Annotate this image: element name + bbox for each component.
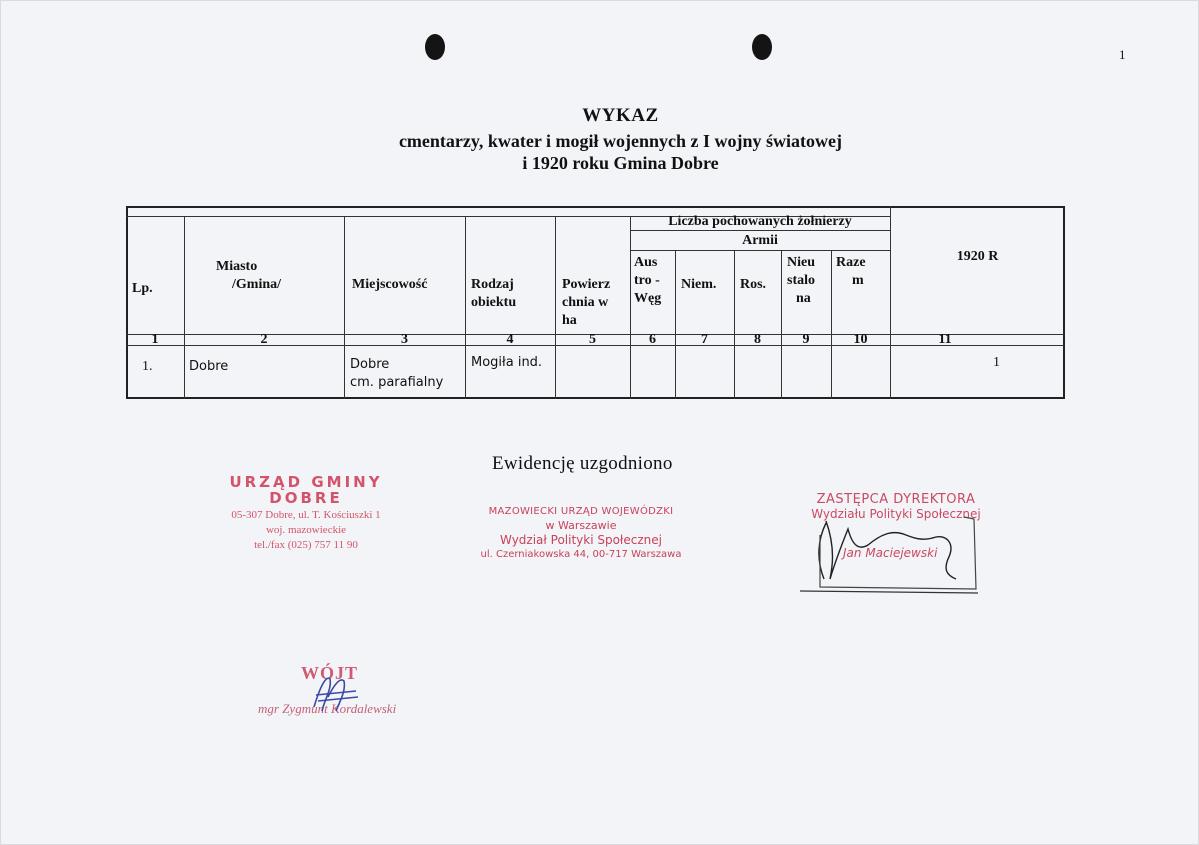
col-number: 11 [938,332,952,347]
header-nieustalona-3: na [796,291,811,306]
header-gmina: /Gmina/ [232,277,282,292]
stamp-line: tel./fax (025) 757 11 90 [254,539,358,551]
header-powierzchnia-3: ha [562,313,577,328]
header-liczba: Liczba pochowanych żołnierzy [668,214,852,229]
stamp-line: DOBRE [269,489,343,507]
stamp-line: Wydziału Polityki Społecznej [811,507,981,521]
col-number: 6 [649,332,656,347]
document-subtitle-line1: cmentarzy, kwater i mogił wojennych z I wojny światowej [398,131,843,151]
header-nieustalona-2: stalo [787,273,815,288]
wojt-stamp-name: mgr Zygmunt Kordalewski [258,701,397,716]
row-lp: 1. [142,359,153,374]
header-rodzaj: Rodzaj [471,277,514,292]
header-powierzchnia: Powierz [562,277,611,292]
stamp-line: ul. Czerniakowska 44, 00-717 Warszawa [480,549,682,560]
signature-wojt-icon [306,667,366,717]
col-number: 4 [506,332,514,347]
header-razem: Raze [836,255,866,270]
header-razem-2: m [852,273,864,288]
page-number: 1 [1119,47,1126,62]
col-number: 8 [754,332,761,347]
col-number: 5 [589,332,596,347]
cemetery-table [126,206,1065,399]
header-powierzchnia-2: chnia w [562,295,609,310]
row-miejscowosc: Dobre [350,357,390,372]
stamp-line: MAZOWIECKI URZĄD WOJEWÓDZKI [488,506,674,517]
punch-hole-left-icon [425,34,445,60]
row-rodzaj: Mogiła ind. [471,355,543,370]
stamp-line: 05-307 Dobre, ul. T. Kościuszki 1 [231,509,381,521]
stamp-line: woj. mazowieckie [265,524,347,536]
header-austro: Aus [634,255,658,270]
evidence-text: Ewidencję uzgodniono [492,453,673,474]
header-nieustalona: Nieu [787,255,815,270]
col-number: 10 [853,332,868,347]
col-number: 3 [401,332,408,347]
row-miejscowosc-2: cm. parafialny [350,375,444,390]
header-1920: 1920 R [956,249,999,264]
col-number: 2 [260,332,268,347]
header-miasto: Miasto [216,259,258,274]
col-number: 9 [802,332,810,347]
header-ros: Ros. [740,277,767,292]
stamp-line: w Warszawie [545,519,617,532]
document-title: WYKAZ [582,105,659,126]
header-austro-2: tro - [634,273,660,288]
header-miejscowosc: Miejscowość [352,277,428,292]
header-niem: Niem. [681,277,717,292]
stamp-line: Wydział Polityki Społecznej [500,533,662,547]
row-1920: 1 [993,355,1000,370]
row-miasto: Dobre [189,359,229,374]
header-obiektu: obiektu [471,295,517,310]
header-armii: Armii [742,233,778,248]
punch-hole-right-icon [752,34,772,60]
document-subtitle-line2: i 1920 roku Gmina Dobre [522,153,719,173]
stamp-line: ZASTĘPCA DYREKTORA [816,492,976,507]
header-austro-3: Węg [634,291,662,306]
stamp-line: URZĄD GMINY [229,473,383,491]
col-number: 7 [701,332,708,347]
header-lp: Lp. [132,281,153,296]
voivodeship-stamp [471,506,691,560]
col-number: 1 [151,332,159,347]
municipality-stamp [201,473,411,552]
wojt-stamp-title: WÓJT [301,663,359,683]
stamp-line: Jan Maciejewski [843,546,938,560]
signature-right-icon [796,509,986,601]
